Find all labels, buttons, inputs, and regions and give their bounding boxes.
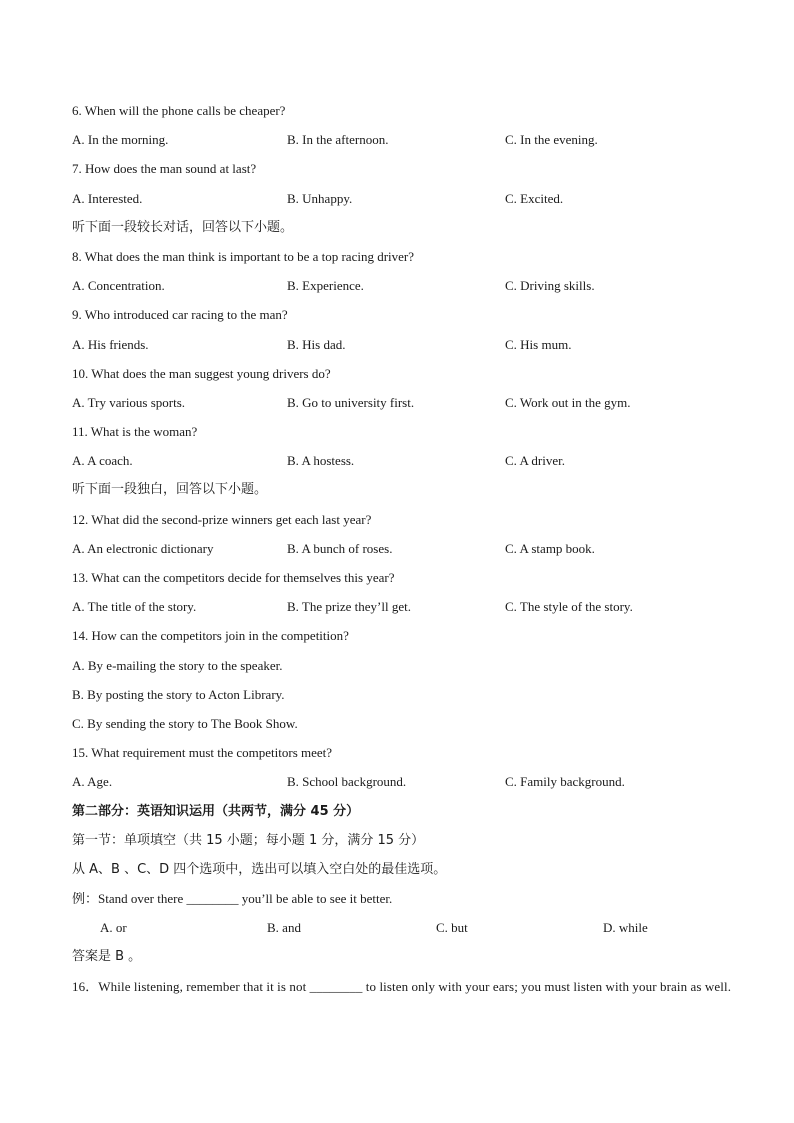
example-options bbox=[72, 913, 732, 942]
part2-title: 第二部分：英语知识运用（共两节，满分 45 分） bbox=[72, 803, 360, 819]
instruction-monologue: 听下面一段独白，回答以下小题。 bbox=[72, 482, 268, 498]
option-c: C. A driver. bbox=[505, 453, 565, 469]
option-a: A. The title of the story. bbox=[72, 599, 197, 615]
question-16: 16．While listening, remember that it is not ________ to listen only with your ears; you must listen with your brain as well. bbox=[72, 978, 732, 994]
option-c: C. Excited. bbox=[505, 190, 564, 206]
option-b: B. Unhappy. bbox=[287, 190, 353, 206]
option-b: B. School background. bbox=[287, 774, 407, 790]
option-row bbox=[72, 184, 732, 213]
option-c: C. The style of the story. bbox=[505, 599, 633, 615]
section1-instruction: 从 A、B 、C、D 四个选项中，选出可以填入空白处的最佳选项。 bbox=[72, 861, 447, 877]
option-c: C. Driving skills. bbox=[505, 278, 595, 294]
option-a: A. By e-mailing the story to the speaker. bbox=[72, 657, 283, 673]
option-b: B. Experience. bbox=[287, 278, 364, 294]
instruction-long-dialogue: 听下面一段较长对话，回答以下小题。 bbox=[72, 219, 294, 235]
question-stem: 7. How does the man sound at last? bbox=[72, 161, 257, 177]
option-b: B. His dad. bbox=[287, 336, 346, 352]
option-b: B. Go to university first. bbox=[287, 394, 415, 410]
option-a: A. In the morning. bbox=[72, 132, 169, 148]
option-c: C. Work out in the gym. bbox=[505, 394, 631, 410]
question-stem: 14. How can the competitors join in the competition? bbox=[72, 628, 349, 644]
option-b: B. In the afternoon. bbox=[287, 132, 389, 148]
option-b: B. A hostess. bbox=[287, 453, 355, 469]
option-row bbox=[72, 767, 732, 796]
question-stem: 13. What can the competitors decide for themselves this year? bbox=[72, 570, 395, 585]
option-c: C. By sending the story to The Book Show. bbox=[72, 715, 298, 731]
option-c: C. Family background. bbox=[505, 774, 625, 790]
option-c: C. His mum. bbox=[505, 336, 572, 352]
example-option-c: C. but bbox=[436, 920, 468, 936]
question-stem: 12. What did the second-prize winners get each last year? bbox=[72, 511, 372, 527]
option-a: A. A coach. bbox=[72, 453, 133, 469]
example-answer: 答案是 B 。 bbox=[72, 949, 142, 965]
option-a: A. His friends. bbox=[72, 336, 149, 352]
question-stem: 9. Who introduced car racing to the man? bbox=[72, 307, 288, 323]
option-row bbox=[72, 125, 732, 154]
question-stem: 6. When will the phone calls be cheaper? bbox=[72, 103, 286, 118]
option-a: A. Interested. bbox=[72, 190, 143, 206]
question-stem: 15. What requirement must the competitors meet? bbox=[72, 745, 333, 761]
example-text: Stand over there ________ you’ll be able to see it better. bbox=[98, 891, 393, 907]
option-row bbox=[72, 330, 732, 359]
option-a: A. An electronic dictionary bbox=[72, 540, 214, 556]
question-stem: 10. What does the man suggest young drivers do? bbox=[72, 365, 331, 381]
example-stem bbox=[72, 884, 732, 913]
option-row bbox=[72, 592, 732, 621]
option-b: B. A bunch of roses. bbox=[287, 540, 393, 556]
section1-title: 第一节：单项填空（共 15 小题；每小题 1 分，满分 15 分） bbox=[72, 832, 425, 848]
option-a: A. Concentration. bbox=[72, 278, 165, 294]
option-row bbox=[72, 388, 732, 417]
option-row bbox=[72, 446, 732, 475]
example-label: 例： bbox=[72, 892, 99, 908]
example-option-a: A. or bbox=[100, 920, 127, 936]
question-stem: 8. What does the man think is important to be a top racing driver? bbox=[72, 248, 415, 264]
example-option-d: D. while bbox=[603, 920, 648, 936]
option-row bbox=[72, 534, 732, 563]
option-a: A. Age. bbox=[72, 774, 113, 790]
example-option-b: B. and bbox=[267, 920, 301, 936]
question-stem: 11. What is the woman? bbox=[72, 424, 198, 440]
option-b: B. By posting the story to Acton Library. bbox=[72, 686, 285, 702]
exam-page bbox=[72, 96, 732, 1001]
option-c: C. In the evening. bbox=[505, 132, 598, 148]
option-c: C. A stamp book. bbox=[505, 540, 595, 556]
option-b: B. The prize they’ll get. bbox=[287, 599, 411, 615]
option-a: A. Try various sports. bbox=[72, 394, 186, 410]
option-row bbox=[72, 271, 732, 300]
